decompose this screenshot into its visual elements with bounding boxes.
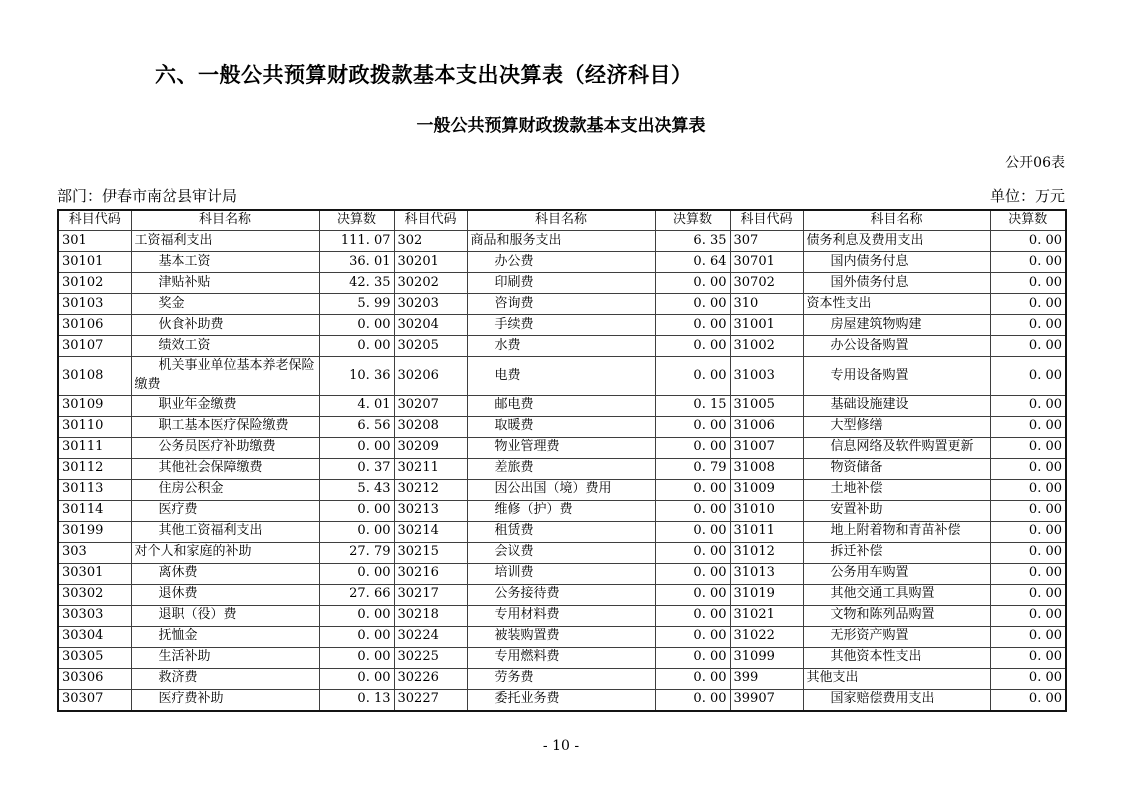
- name-cell: 电费: [467, 357, 655, 396]
- code-cell: 30702: [730, 273, 803, 294]
- code-cell: 310: [730, 294, 803, 315]
- value-cell: 0. 00: [655, 668, 730, 689]
- table-row: [58, 521, 1066, 542]
- code-cell: 30207: [394, 395, 467, 416]
- table-header-cell: 科目名称: [467, 210, 655, 231]
- code-cell: 30114: [58, 500, 131, 521]
- name-cell: 专用材料费: [467, 605, 655, 626]
- value-cell: 6. 35: [655, 231, 730, 252]
- code-cell: 31009: [730, 479, 803, 500]
- code-cell: 399: [730, 668, 803, 689]
- value-cell: 0. 00: [990, 252, 1066, 273]
- value-cell: 0. 00: [655, 584, 730, 605]
- name-cell: 工资福利支出: [131, 231, 319, 252]
- value-cell: 0. 00: [655, 626, 730, 647]
- table-row: [58, 563, 1066, 584]
- code-cell: 31012: [730, 542, 803, 563]
- name-cell: 无形资产购置: [803, 626, 990, 647]
- name-cell: 国外债务付息: [803, 273, 990, 294]
- name-cell: 专用燃料费: [467, 647, 655, 668]
- name-cell: 奖金: [131, 294, 319, 315]
- name-cell: 租赁费: [467, 521, 655, 542]
- name-cell: 绩效工资: [131, 336, 319, 357]
- code-cell: 30216: [394, 563, 467, 584]
- code-cell: 30224: [394, 626, 467, 647]
- unit-label: 单位：万元: [989, 187, 1065, 206]
- name-cell: 职业年金缴费: [131, 395, 319, 416]
- code-cell: 30304: [58, 626, 131, 647]
- value-cell: 0. 00: [990, 521, 1066, 542]
- value-cell: 0. 00: [655, 437, 730, 458]
- name-cell: 职工基本医疗保险缴费: [131, 416, 319, 437]
- value-cell: 0. 00: [319, 626, 394, 647]
- value-cell: 0. 00: [990, 542, 1066, 563]
- name-cell: 住房公积金: [131, 479, 319, 500]
- name-cell: 文物和陈列品购置: [803, 605, 990, 626]
- code-cell: 30112: [58, 458, 131, 479]
- code-cell: 30110: [58, 416, 131, 437]
- code-cell: 30202: [394, 273, 467, 294]
- code-cell: 30307: [58, 689, 131, 711]
- code-cell: 30201: [394, 252, 467, 273]
- code-cell: 30301: [58, 563, 131, 584]
- code-cell: 30206: [394, 357, 467, 396]
- code-cell: 31019: [730, 584, 803, 605]
- code-cell: 30213: [394, 500, 467, 521]
- name-cell: 培训费: [467, 563, 655, 584]
- value-cell: 0. 00: [655, 500, 730, 521]
- name-cell: 物资储备: [803, 458, 990, 479]
- table-header-cell: 决算数: [655, 210, 730, 231]
- code-cell: 30108: [58, 357, 131, 396]
- code-cell: 39907: [730, 689, 803, 711]
- name-cell: 基本工资: [131, 252, 319, 273]
- value-cell: 0. 00: [655, 336, 730, 357]
- value-cell: 111. 07: [319, 231, 394, 252]
- table-row: [58, 395, 1066, 416]
- value-cell: 0. 00: [990, 395, 1066, 416]
- code-cell: 30302: [58, 584, 131, 605]
- name-cell: 土地补偿: [803, 479, 990, 500]
- code-cell: 30212: [394, 479, 467, 500]
- code-cell: 30226: [394, 668, 467, 689]
- code-cell: 30107: [58, 336, 131, 357]
- code-cell: 30208: [394, 416, 467, 437]
- code-cell: 30101: [58, 252, 131, 273]
- document-page: [57, 0, 1065, 754]
- table-row: [58, 231, 1066, 252]
- name-cell: 其他支出: [803, 668, 990, 689]
- value-cell: 0. 00: [990, 273, 1066, 294]
- name-cell: 会议费: [467, 542, 655, 563]
- code-cell: 30203: [394, 294, 467, 315]
- table-row: [58, 252, 1066, 273]
- value-cell: 0. 00: [655, 689, 730, 711]
- value-cell: 0. 00: [319, 563, 394, 584]
- code-cell: 30113: [58, 479, 131, 500]
- value-cell: 0. 00: [990, 647, 1066, 668]
- value-cell: 0. 00: [990, 437, 1066, 458]
- name-cell: 退职（役）费: [131, 605, 319, 626]
- code-cell: 30102: [58, 273, 131, 294]
- value-cell: 0. 00: [319, 668, 394, 689]
- code-cell: 303: [58, 542, 131, 563]
- page-number: - 10 -: [542, 737, 580, 754]
- code-cell: 31013: [730, 563, 803, 584]
- name-cell: 其他资本性支出: [803, 647, 990, 668]
- table-row: [58, 437, 1066, 458]
- table-title: 一般公共预算财政拨款基本支出决算表: [416, 116, 706, 137]
- code-cell: 30204: [394, 315, 467, 336]
- table-header-cell: 科目名称: [803, 210, 990, 231]
- name-cell: 信息网络及软件购置更新: [803, 437, 990, 458]
- code-cell: 30103: [58, 294, 131, 315]
- code-cell: 30106: [58, 315, 131, 336]
- name-cell: 专用设备购置: [803, 357, 990, 396]
- value-cell: 42. 35: [319, 273, 394, 294]
- value-cell: 0. 00: [655, 563, 730, 584]
- name-cell: 国内债务付息: [803, 252, 990, 273]
- form-code-label: 公开06表: [1005, 155, 1065, 172]
- name-cell: 房屋建筑物购建: [803, 315, 990, 336]
- table-row: [58, 357, 1066, 396]
- code-cell: 31001: [730, 315, 803, 336]
- name-cell: 公务接待费: [467, 584, 655, 605]
- table-row: [58, 458, 1066, 479]
- value-cell: 36. 01: [319, 252, 394, 273]
- value-cell: 0. 00: [655, 357, 730, 396]
- value-cell: 0. 79: [655, 458, 730, 479]
- name-cell: 办公费: [467, 252, 655, 273]
- value-cell: 0. 00: [990, 626, 1066, 647]
- value-cell: 0. 00: [990, 315, 1066, 336]
- code-cell: 31003: [730, 357, 803, 396]
- table-row: [58, 315, 1066, 336]
- name-cell: 委托业务费: [467, 689, 655, 711]
- name-cell: 咨询费: [467, 294, 655, 315]
- table-row: [58, 294, 1066, 315]
- value-cell: 4. 01: [319, 395, 394, 416]
- value-cell: 10. 36: [319, 357, 394, 396]
- table-body: [58, 231, 1066, 711]
- name-cell: 公务用车购置: [803, 563, 990, 584]
- name-cell: 对个人和家庭的补助: [131, 542, 319, 563]
- name-cell: 抚恤金: [131, 626, 319, 647]
- name-cell: 资本性支出: [803, 294, 990, 315]
- value-cell: 0. 00: [655, 542, 730, 563]
- name-cell: 公务员医疗补助缴费: [131, 437, 319, 458]
- name-cell: 其他交通工具购置: [803, 584, 990, 605]
- name-cell: 邮电费: [467, 395, 655, 416]
- value-cell: 0. 00: [319, 521, 394, 542]
- name-cell: 印刷费: [467, 273, 655, 294]
- table-header-row: [58, 210, 1066, 231]
- name-cell: 差旅费: [467, 458, 655, 479]
- value-cell: 0. 00: [655, 479, 730, 500]
- value-cell: 0. 00: [990, 563, 1066, 584]
- name-cell: 医疗费补助: [131, 689, 319, 711]
- value-cell: 0. 00: [319, 500, 394, 521]
- value-cell: 0. 00: [319, 315, 394, 336]
- value-cell: 0. 00: [990, 500, 1066, 521]
- table-header-cell: 决算数: [319, 210, 394, 231]
- value-cell: 0. 00: [655, 294, 730, 315]
- code-cell: 30211: [394, 458, 467, 479]
- value-cell: 0. 00: [990, 479, 1066, 500]
- code-cell: 30305: [58, 647, 131, 668]
- code-cell: 31021: [730, 605, 803, 626]
- code-cell: 31007: [730, 437, 803, 458]
- code-cell: 30109: [58, 395, 131, 416]
- table-row: [58, 336, 1066, 357]
- value-cell: 27. 79: [319, 542, 394, 563]
- table-row: [58, 689, 1066, 711]
- code-cell: 31099: [730, 647, 803, 668]
- table-header-cell: 决算数: [990, 210, 1066, 231]
- name-cell: 其他社会保障缴费: [131, 458, 319, 479]
- code-cell: 30218: [394, 605, 467, 626]
- value-cell: 0. 00: [655, 416, 730, 437]
- name-cell: 物业管理费: [467, 437, 655, 458]
- table-row: [58, 416, 1066, 437]
- value-cell: 0. 00: [990, 357, 1066, 396]
- value-cell: 0. 13: [319, 689, 394, 711]
- value-cell: 0. 00: [655, 605, 730, 626]
- code-cell: 30306: [58, 668, 131, 689]
- code-cell: 30199: [58, 521, 131, 542]
- table-row: [58, 542, 1066, 563]
- value-cell: 0. 37: [319, 458, 394, 479]
- value-cell: 0. 00: [990, 584, 1066, 605]
- code-cell: 30205: [394, 336, 467, 357]
- name-cell: 拆迁补偿: [803, 542, 990, 563]
- code-cell: 30111: [58, 437, 131, 458]
- code-cell: 302: [394, 231, 467, 252]
- name-cell: 离休费: [131, 563, 319, 584]
- value-cell: 5. 43: [319, 479, 394, 500]
- name-cell: 手续费: [467, 315, 655, 336]
- table-meta-row: [57, 185, 1065, 206]
- code-cell: 30217: [394, 584, 467, 605]
- value-cell: 0. 00: [990, 294, 1066, 315]
- department-label: 部门：伊春市南岔县审计局: [57, 187, 238, 206]
- code-cell: 30225: [394, 647, 467, 668]
- name-cell: 商品和服务支出: [467, 231, 655, 252]
- name-cell: 生活补助: [131, 647, 319, 668]
- table-row: [58, 605, 1066, 626]
- name-cell: 伙食补助费: [131, 315, 319, 336]
- name-cell: 维修（护）费: [467, 500, 655, 521]
- table-row: [58, 668, 1066, 689]
- value-cell: 0. 64: [655, 252, 730, 273]
- name-cell: 大型修缮: [803, 416, 990, 437]
- name-cell: 因公出国（境）费用: [467, 479, 655, 500]
- value-cell: 6. 56: [319, 416, 394, 437]
- code-cell: 30209: [394, 437, 467, 458]
- code-cell: 30701: [730, 252, 803, 273]
- name-cell: 债务利息及费用支出: [803, 231, 990, 252]
- table-header-cell: 科目代码: [58, 210, 131, 231]
- table-header-cell: 科目代码: [730, 210, 803, 231]
- code-cell: 307: [730, 231, 803, 252]
- value-cell: 0. 00: [990, 668, 1066, 689]
- name-cell: 被装购置费: [467, 626, 655, 647]
- name-cell: 取暖费: [467, 416, 655, 437]
- value-cell: 0. 00: [990, 336, 1066, 357]
- code-cell: 30214: [394, 521, 467, 542]
- value-cell: 0. 00: [655, 521, 730, 542]
- value-cell: 0. 00: [319, 437, 394, 458]
- name-cell: 医疗费: [131, 500, 319, 521]
- name-cell: 其他工资福利支出: [131, 521, 319, 542]
- name-cell: 机关事业单位基本养老保险缴费: [131, 357, 319, 396]
- budget-table: [57, 209, 1067, 712]
- value-cell: 0. 00: [319, 336, 394, 357]
- table-row: [58, 626, 1066, 647]
- name-cell: 国家赔偿费用支出: [803, 689, 990, 711]
- table-header-cell: 科目名称: [131, 210, 319, 231]
- value-cell: 0. 00: [990, 689, 1066, 711]
- section-title: 六、一般公共预算财政拨款基本支出决算表（经济科目）: [155, 62, 693, 87]
- value-cell: 0. 00: [990, 605, 1066, 626]
- value-cell: 0. 15: [655, 395, 730, 416]
- table-row: [58, 479, 1066, 500]
- code-cell: 31006: [730, 416, 803, 437]
- value-cell: 0. 00: [990, 458, 1066, 479]
- code-cell: 31011: [730, 521, 803, 542]
- code-cell: 30215: [394, 542, 467, 563]
- name-cell: 退休费: [131, 584, 319, 605]
- value-cell: 0. 00: [655, 647, 730, 668]
- name-cell: 基础设施建设: [803, 395, 990, 416]
- table-row: [58, 500, 1066, 521]
- value-cell: 0. 00: [990, 416, 1066, 437]
- table-row: [58, 584, 1066, 605]
- name-cell: 劳务费: [467, 668, 655, 689]
- name-cell: 安置补助: [803, 500, 990, 521]
- value-cell: 0. 00: [655, 273, 730, 294]
- code-cell: 30227: [394, 689, 467, 711]
- name-cell: 水费: [467, 336, 655, 357]
- value-cell: 0. 00: [655, 315, 730, 336]
- name-cell: 津贴补贴: [131, 273, 319, 294]
- name-cell: 救济费: [131, 668, 319, 689]
- name-cell: 办公设备购置: [803, 336, 990, 357]
- code-cell: 31010: [730, 500, 803, 521]
- value-cell: 0. 00: [319, 605, 394, 626]
- code-cell: 30303: [58, 605, 131, 626]
- table-row: [58, 273, 1066, 294]
- table-row: [58, 647, 1066, 668]
- code-cell: 31008: [730, 458, 803, 479]
- table-header-cell: 科目代码: [394, 210, 467, 231]
- value-cell: 0. 00: [990, 231, 1066, 252]
- code-cell: 31005: [730, 395, 803, 416]
- name-cell: 地上附着物和青苗补偿: [803, 521, 990, 542]
- code-cell: 31002: [730, 336, 803, 357]
- code-cell: 31022: [730, 626, 803, 647]
- value-cell: 0. 00: [319, 647, 394, 668]
- value-cell: 5. 99: [319, 294, 394, 315]
- value-cell: 27. 66: [319, 584, 394, 605]
- code-cell: 301: [58, 231, 131, 252]
